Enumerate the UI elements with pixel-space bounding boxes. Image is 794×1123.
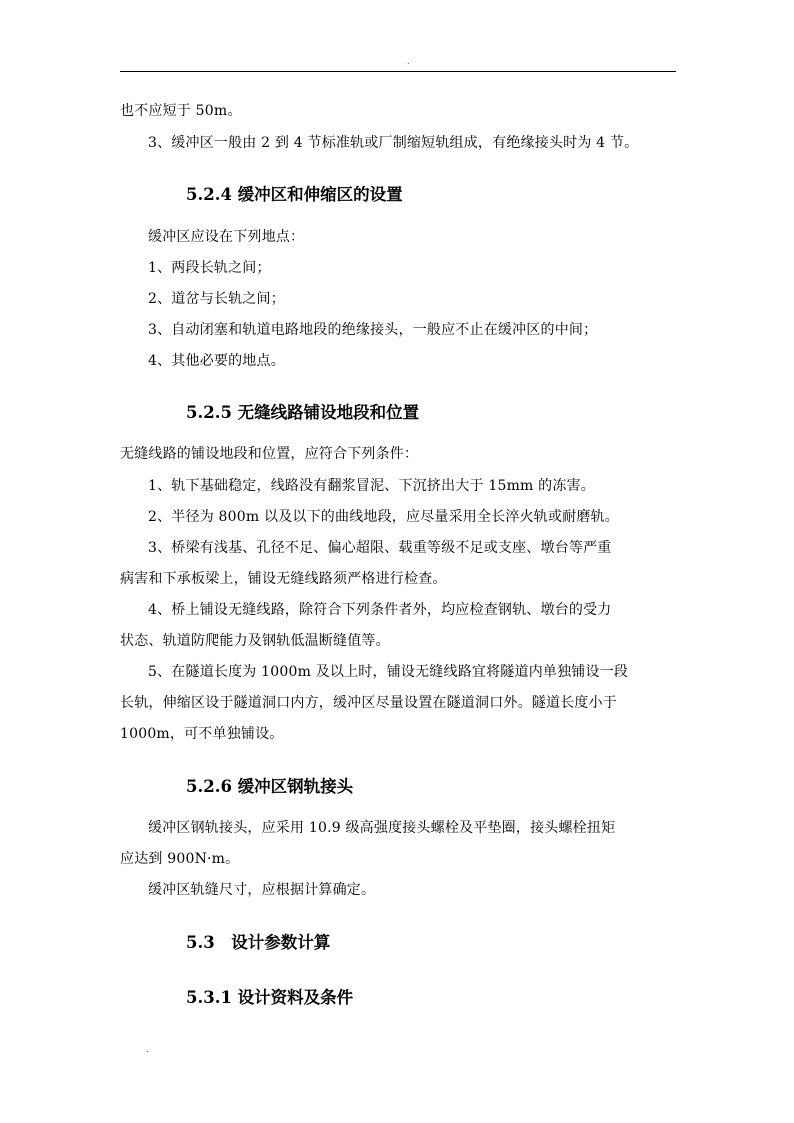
list-item: 3、桥梁有浅基、孔径不足、偏心超限、载重等级不足或支座、墩台等严重 [148,540,612,556]
section-heading-5-2-4: 5.2.4 缓冲区和伸缩区的设置 [186,185,403,204]
header-mark: . [407,57,410,66]
paragraph-line: 缓冲区轨缝尺寸，应根据计算确定。 [148,882,376,898]
paragraph-line: 长轨，伸缩区设于隧道洞口内方，缓冲区尽量设置在隧道洞口外。隧道长度小于 [120,695,617,711]
list-item: 1、轨下基础稳定，线路没有翻浆冒泥、下沉挤出大于 15mm 的冻害。 [148,478,595,494]
paragraph-line: 1000m，可不单独铺设。 [120,726,284,742]
section-heading-5-2-6: 5.2.6 缓冲区钢轨接头 [186,777,354,796]
list-item: 2、半径为 800m 以及以下的曲线地段，应尽量采用全长淬火轨或耐磨轨。 [148,509,620,525]
footer-mark: . [146,1045,149,1054]
paragraph-line: 缓冲区钢轨接头，应采用 10.9 级高强度接头螺栓及平垫圈，接头螺栓扭矩 [148,820,616,836]
header-rule [120,71,676,72]
paragraph-line: 病害和下承板梁上，铺设无缝线路须严格进行检查。 [120,571,447,587]
section-heading-5-3-1: 5.3.1 设计资料及条件 [186,988,354,1007]
paragraph-line: 应达到 900N·m。 [120,851,240,867]
list-item: 3、自动闭塞和轨道电路地段的绝缘接头，一般应不止在缓冲区的中间； [148,322,598,338]
list-item: 2、道岔与长轨之间； [148,291,285,307]
section-heading-5-3: 5.3 设计参数计算 [186,933,331,952]
paragraph-line: 无缝线路的铺设地段和位置，应符合下列条件： [120,446,419,462]
section-heading-5-2-5: 5.2.5 无缝线路铺设地段和位置 [186,403,420,422]
paragraph-line: 缓冲区应设在下列地点： [148,229,305,245]
list-item: 5、在隧道长度为 1000m 及以上时，铺设无缝线路宜将隧道内单独铺设一段 [148,664,629,680]
paragraph-line: 也不应短于 50m。 [120,103,242,119]
paragraph-line: 状态、轨道防爬能力及钢轨低温断缝值等。 [120,633,390,649]
list-item: 4、桥上铺设无缝线路，除符合下列条件者外，均应检查钢轨、墩台的受力 [148,602,612,618]
list-item: 1、两段长轨之间； [148,260,271,276]
paragraph-line: 3、缓冲区一般由 2 到 4 节标准轨或厂制缩短轨组成，有绝缘接头时为 4 节。 [148,135,639,151]
list-item: 4、其他必要的地点。 [148,353,285,369]
